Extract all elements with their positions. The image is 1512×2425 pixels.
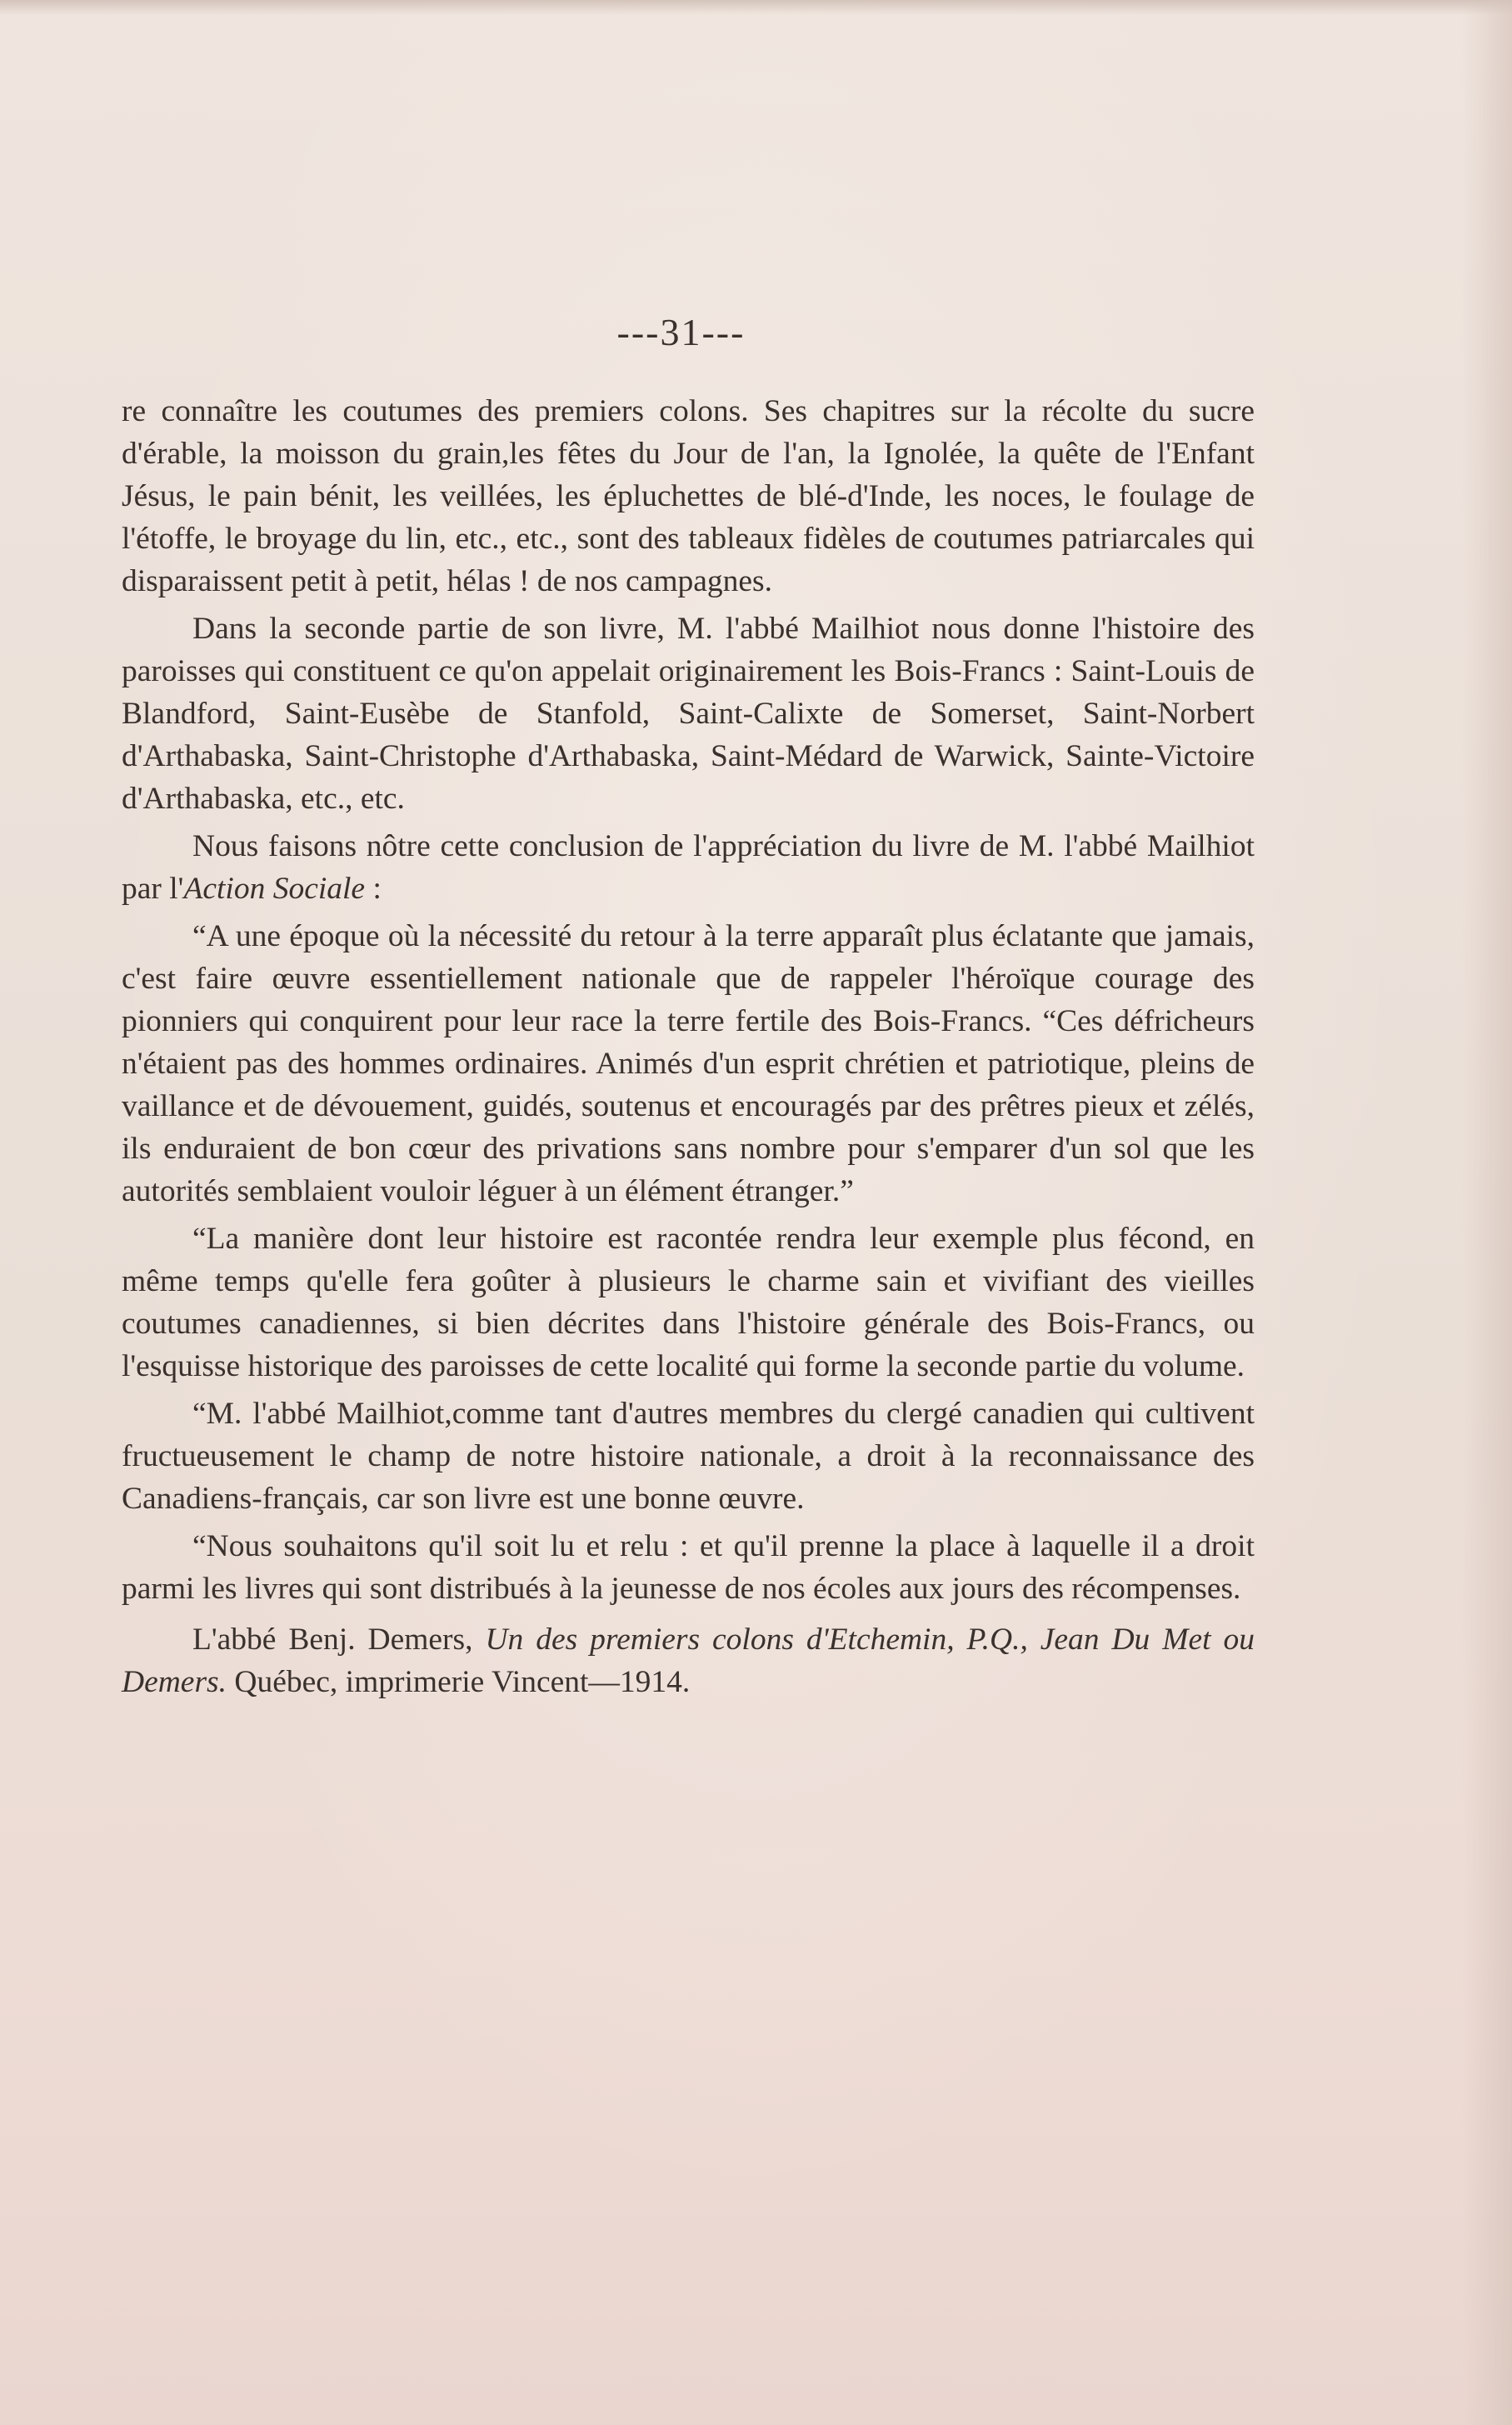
body-text	[122, 390, 1255, 1708]
conclusion-text: Nous faisons nôtre cette conclusion de l'appréciation du livre de M. l'abbé Mailhiot par l'	[122, 829, 1255, 906]
conclusion-colon: :	[365, 872, 382, 906]
quote-paragraph-3: “M. l'abbé Mailhiot,comme tant d'autres membres du clergé canadien qui cultivent fructueusement le champ de notre histoire nationale, a droit à la reconnaissance des Canadiens-français, car son livre est une bonne œuvre.	[122, 1397, 1255, 1516]
action-sociale-title: Action Sociale	[183, 872, 366, 906]
page-number: ---31---	[616, 311, 746, 353]
source-imprint: Québec, imprimerie Vincent—1914.	[227, 1665, 691, 1699]
source-title: Un des premiers colons d'Etchemin, P.Q., Jean Du Met ou Demers.	[122, 1622, 1255, 1699]
source-author: L'abbé Benj. Demers,	[192, 1622, 486, 1657]
quote-paragraph-4: “Nous souhaitons qu'il soit lu et relu : et qu'il prenne la place à laquelle il a droit parmi les livres qui sont distribués à la jeunesse de nos écoles aux jours des récompenses.	[122, 1529, 1255, 1606]
page-top-shadow	[0, 0, 1512, 15]
quote-paragraph-1: “A une époque où la nécessité du retour à la terre apparaît plus éclatante que jamais, c'est faire œuvre essentiellement nationale que de rappeler l'héroïque courage des pionniers qui conquirent pour leur race la terre fertile des Bois-Francs. “Ces défricheurs n'étaient pas des hommes ordinaires. Animés d'un esprit chrétien et patriotique, pleins de vaillance et de dévouement, guidés, soutenus et encouragés par des prêtres pieux et zélés, ils enduraient de bon cœur des privations sans nombre pour s'emparer d'un sol que les autorités semblaient vouloir léguer à un élément étranger.”	[122, 919, 1255, 1208]
paragraph-coutumes: re connaître les coutumes des premiers colons. Ses chapitres sur la récolte du sucre d'érable, la moisson du grain,les fêtes du Jour de l'an, la Ignolée, la quête de l'Enfant Jésus, le pain bénit, les veillées, les épluchettes de blé-d'Inde, les noces, le foulage de l'étoffe, le broyage du lin, etc., etc., sont des tableaux fidèles de coutumes patriarcales qui disparaissent petit à petit, hélas ! de nos campagnes.	[122, 394, 1255, 598]
paragraph-paroisses: Dans la seconde partie de son livre, M. l'abbé Mailhiot nous donne l'histoire des paroisses qui constituent ce qu'on appelait originairement les Bois-Francs : Saint-Louis de Blandford, Saint-Eusèbe de Stanfold, Saint-Calixte de Somerset, Saint-Norbert d'Arthabaska, Saint-Christophe d'Arthabaska, Saint-Médard de Warwick, Sainte-Victoire d'Arthabaska, etc., etc.	[122, 612, 1255, 816]
source-citation	[122, 1618, 1255, 1703]
paragraph-conclusion	[122, 825, 1255, 910]
quote-paragraph-2: “La manière dont leur histoire est racontée rendra leur exemple plus fécond, en même temps qu'elle fera goûter à plusieurs le charme sain et vivifiant des vieilles coutumes canadiennes, si bien décrites dans l'histoire générale des Bois-Francs, ou l'esquisse historique des paroisses de cette localité qui forme la seconde partie du volume.	[122, 1222, 1255, 1383]
page-right-edge	[1462, 0, 1512, 2425]
